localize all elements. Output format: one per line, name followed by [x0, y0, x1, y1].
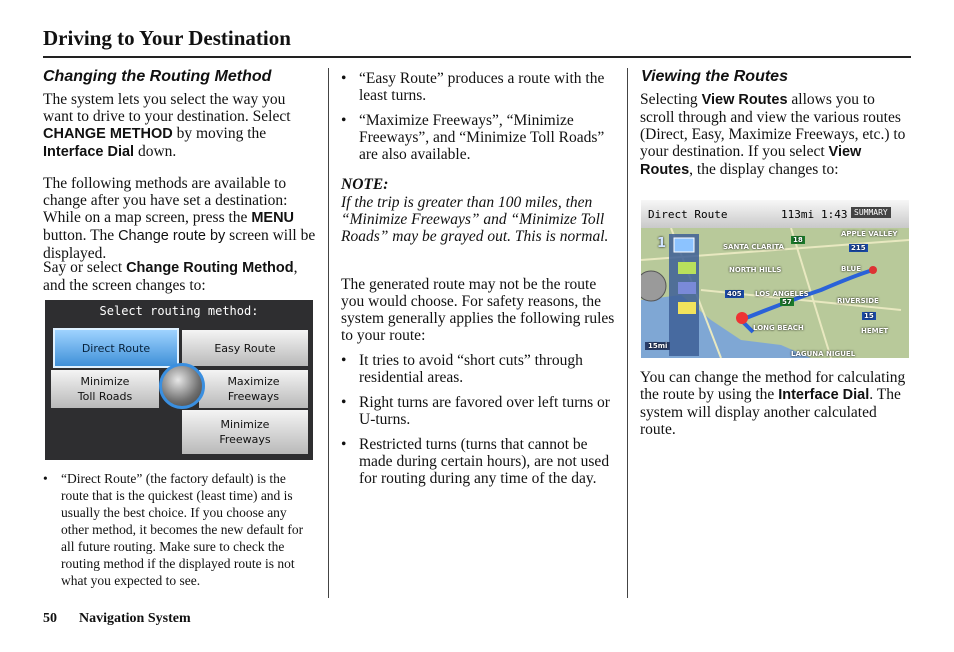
text-run: by moving the — [172, 125, 267, 142]
paragraph — [43, 175, 318, 262]
routing-method-screen — [45, 300, 313, 460]
keyword: MENU — [251, 210, 295, 226]
keyword: Change route by — [118, 228, 226, 244]
bullet-list — [341, 70, 613, 163]
list-item: • “Maximize Freeways”, “Minimize Freeways”, and “Minimize Toll Roads” are also available. — [341, 112, 613, 163]
text-run: , the display changes to: — [689, 161, 839, 178]
text-run: Selecting — [640, 91, 702, 108]
route-number: 1 — [657, 236, 667, 251]
minimize-freeways-option: Minimize Freeways — [182, 410, 308, 454]
page-number: 50 — [43, 611, 57, 626]
place-label: APPLE VALLEY — [841, 230, 898, 238]
screen-title: Select routing method: — [99, 304, 259, 318]
column-divider — [627, 68, 628, 598]
highway-shield: 215 — [851, 244, 866, 252]
text-run: You can change the method for calculating the route by using the — [640, 369, 906, 403]
place-label: HEMET — [861, 327, 889, 335]
bullet-list — [43, 470, 315, 589]
minimize-toll-roads-option: Minimize Toll Roads — [51, 370, 159, 408]
highway-shield: 405 — [727, 290, 742, 298]
highway-shield: 57 — [782, 298, 792, 306]
footer-label: Navigation System — [79, 611, 191, 626]
easy-route-option: Easy Route — [182, 330, 308, 366]
view-routes-map — [641, 200, 909, 358]
keyword: View Routes — [640, 144, 862, 178]
route-distance: 113mi — [781, 208, 815, 221]
keyword: View Routes — [701, 92, 788, 108]
highway-shield: 18 — [793, 236, 803, 244]
route-info-bar — [641, 200, 909, 228]
paragraph — [640, 369, 910, 438]
page-title: Driving to Your Destination — [43, 26, 291, 50]
place-label: NORTH HILLS — [729, 266, 782, 274]
text-run: Say or select — [43, 259, 127, 276]
note-text: If the trip is greater than 100 miles, then “Minimize Freeways” and “Minimize Toll Roads” may be grayed out. This is normal. — [341, 194, 609, 245]
note-label: NOTE: — [341, 176, 389, 193]
text-run: The following methods are available to change after you have set a destination: While on a map screen, press the — [43, 175, 288, 226]
interface-dial-icon — [159, 363, 205, 409]
text-run: button. The — [43, 227, 119, 244]
section-heading: Changing the Routing Method — [43, 68, 272, 85]
list-item: • Right turns are favored over left turns or U-turns. — [341, 394, 613, 428]
bullet-list — [341, 352, 613, 487]
section-heading: Viewing the Routes — [641, 68, 788, 85]
place-label: RIVERSIDE — [837, 297, 879, 305]
text-run: allows you to scroll through and view the various routes (Direct, Easy, Maximize Freeways, etc.) to your destination. If you select — [640, 91, 906, 160]
column-divider — [328, 68, 329, 598]
list-item: • “Easy Route” produces a route with the least turns. — [341, 70, 613, 104]
paragraph — [43, 91, 318, 161]
paragraph: The generated route may not be the route you would choose. For safety reasons, the system generally applies the following rules to your route: — [341, 276, 615, 344]
place-label: BLUE — [841, 265, 862, 273]
summary-button: SUMMARY — [851, 207, 891, 218]
paragraph — [640, 91, 910, 179]
text-run: . The system will display another calculated route. — [640, 386, 901, 438]
list-item: • Restricted turns (turns that cannot be made during certain hours), are not used for routing during any time of the day. — [341, 436, 613, 487]
text-run: The system lets you select the way you want to drive to your destination. Select — [43, 91, 291, 125]
keyword: Change Routing Method — [126, 260, 294, 276]
text-run: screen will be displayed. — [43, 227, 316, 262]
route-name: Direct Route — [648, 208, 728, 221]
list-item: • It tries to avoid “short cuts” through residential areas. — [341, 352, 613, 386]
text-run: , and the screen changes to: — [43, 259, 298, 294]
place-label: LONG BEACH — [753, 324, 804, 332]
keyword: Interface Dial — [43, 144, 135, 160]
route-time: 1:43 — [821, 208, 848, 221]
place-label: LAGUNA NIGUEL — [791, 350, 856, 358]
keyword: CHANGE METHOD — [43, 126, 173, 142]
maximize-freeways-option: Maximize Freeways — [199, 370, 308, 408]
place-label: SANTA CLARITA — [723, 243, 785, 251]
map-scale: 15mi — [645, 342, 670, 350]
place-label: LOS ANGELES — [755, 290, 809, 298]
text-run: down. — [134, 143, 177, 160]
direct-route-option: Direct Route — [53, 328, 179, 368]
list-item: • “Direct Route” (the factory default) is the route that is the quickest (least time) and is usually the best choice. If you choose any other method, it becomes the new default for all future routing. Make sure to check the routing method if the displayed route is not what you expected to see. — [43, 470, 315, 589]
keyword: Interface Dial — [778, 387, 870, 403]
paragraph — [43, 259, 318, 294]
highway-shield: 15 — [864, 312, 874, 320]
title-rule — [43, 56, 911, 58]
